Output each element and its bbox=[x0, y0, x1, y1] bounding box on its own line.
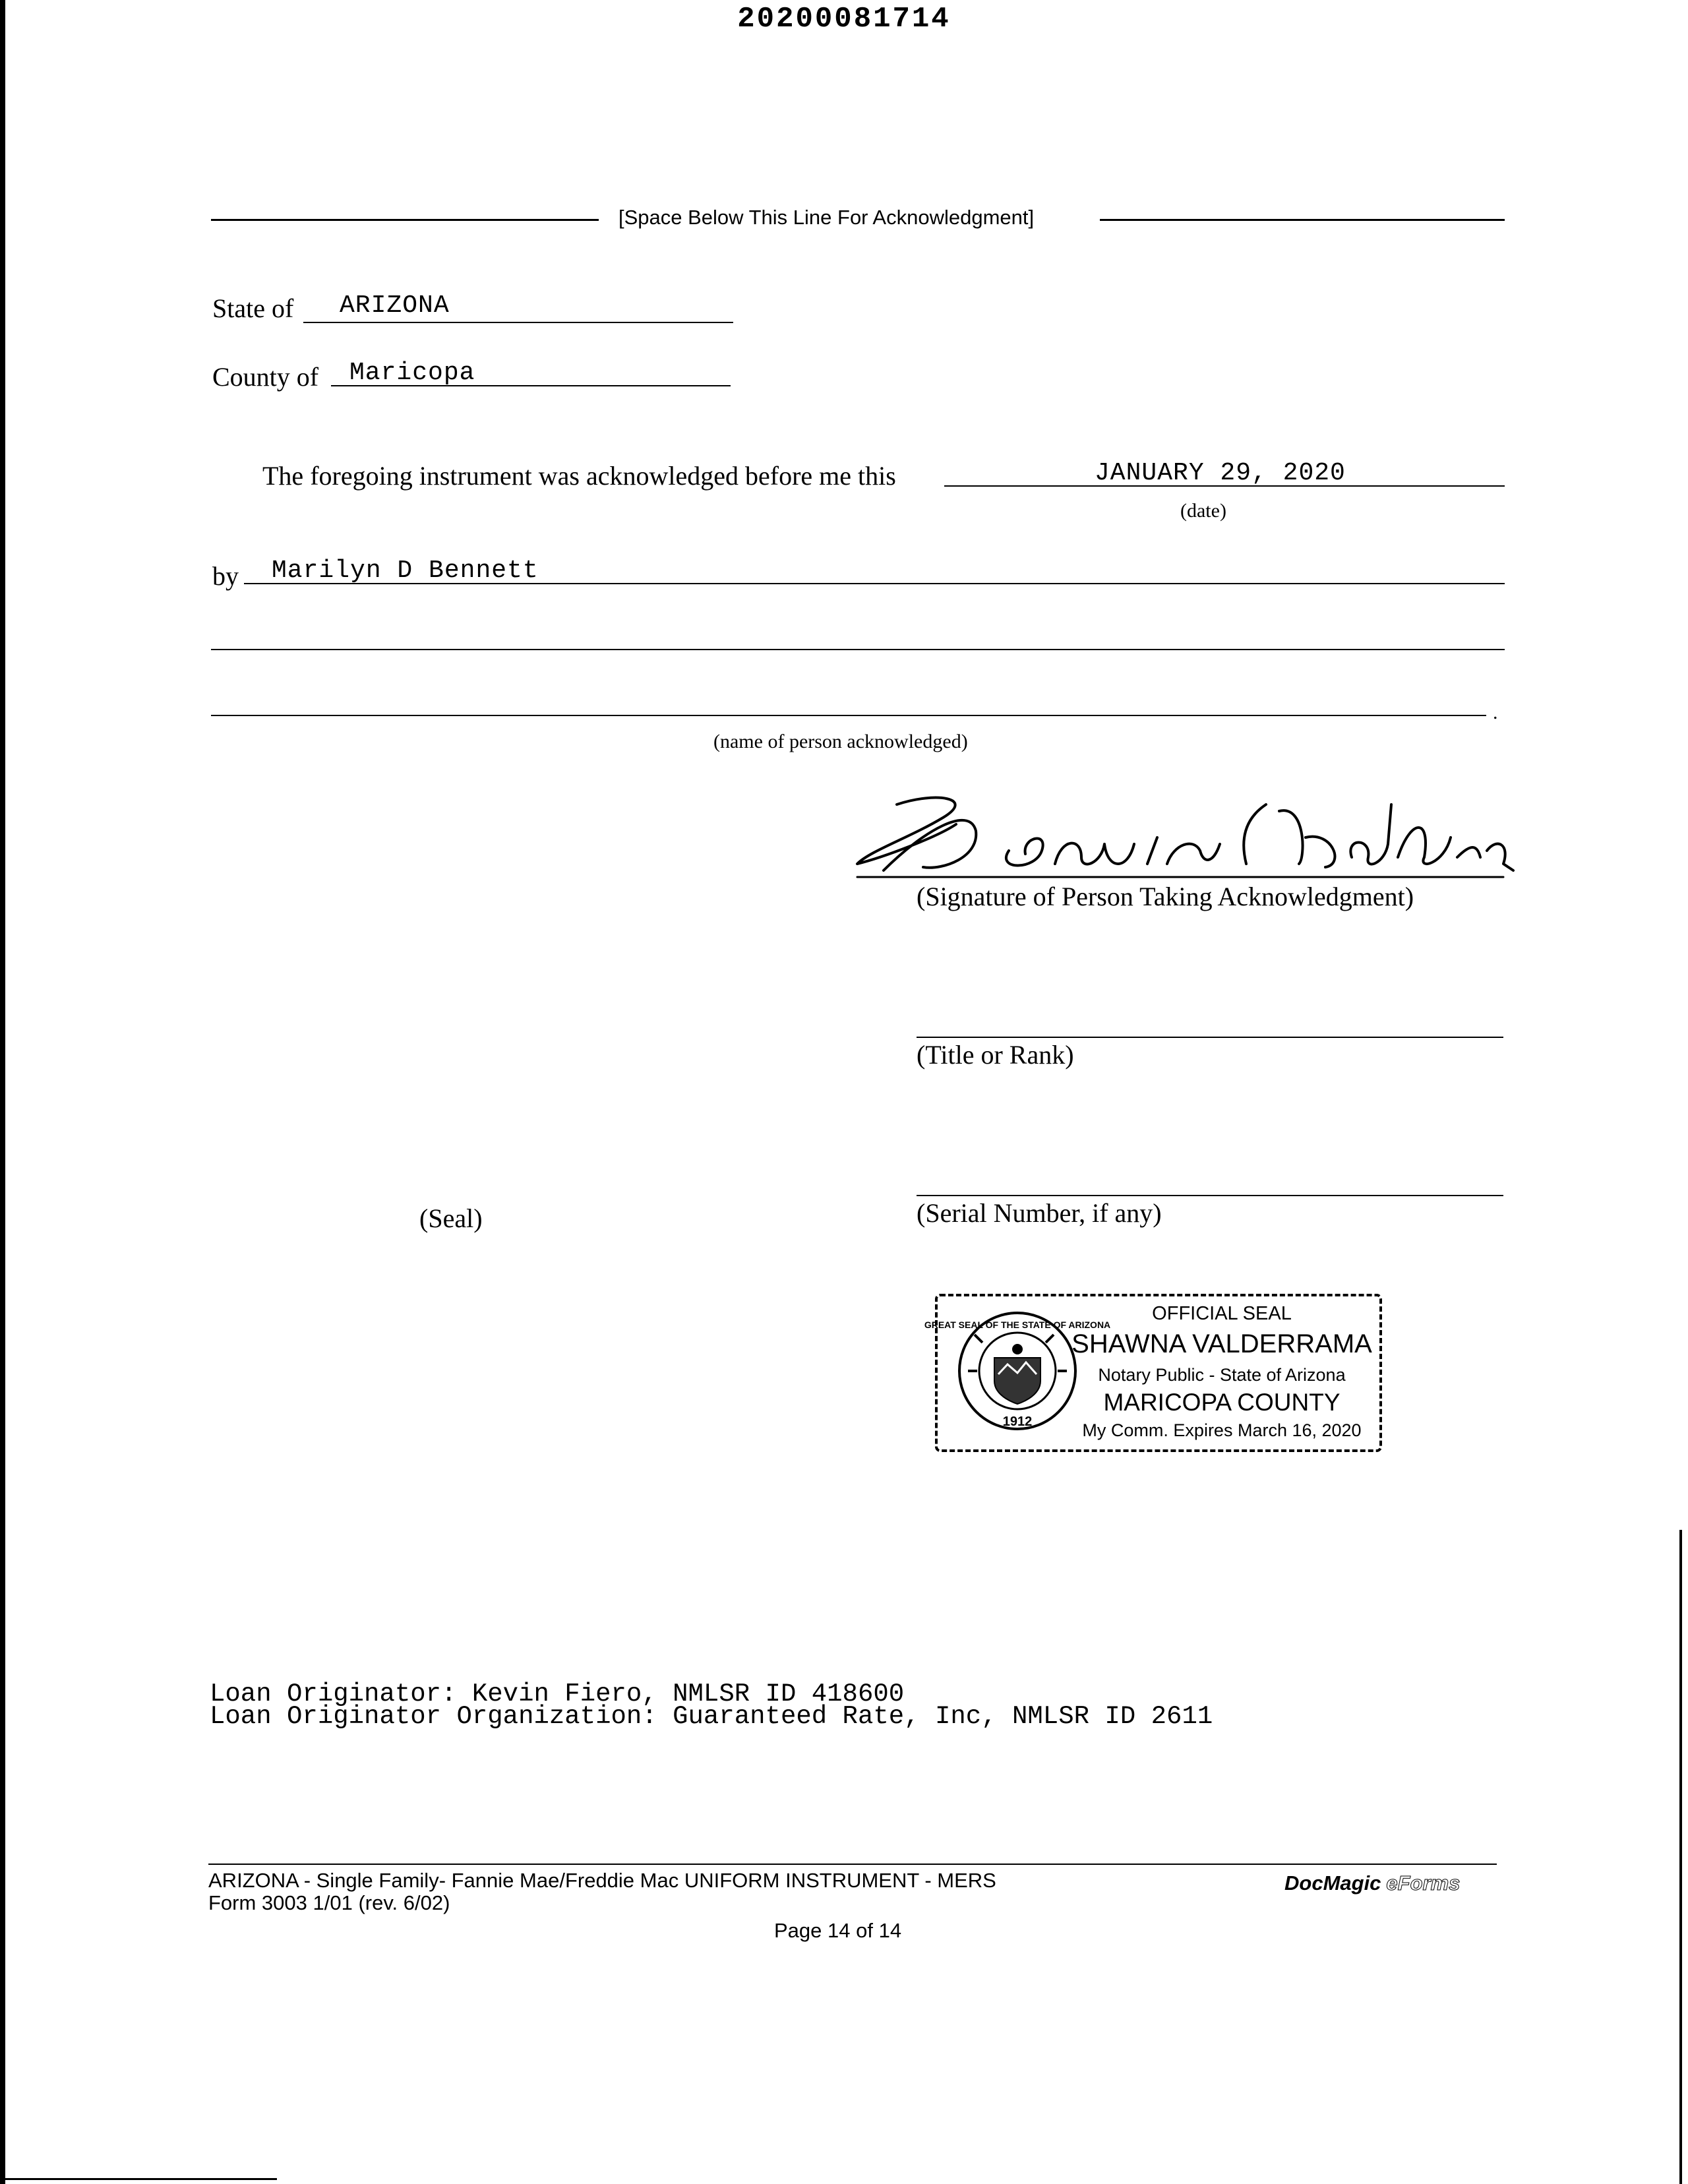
notary-signature bbox=[844, 778, 1519, 897]
footer-rule bbox=[208, 1864, 1497, 1865]
name-line-2 bbox=[211, 649, 1505, 650]
date-caption: (date) bbox=[1180, 500, 1226, 522]
divider-label: [Space Below This Line For Acknowledgment] bbox=[618, 206, 1035, 229]
loan-originator: Loan Originator: Kevin Fiero, NMLSR ID 418600 bbox=[210, 1680, 905, 1709]
state-value: ARIZONA bbox=[340, 291, 450, 320]
by-label: by bbox=[212, 561, 239, 591]
loan-originator-organization: Loan Originator Organization: Guaranteed Rate, Inc, NMLSR ID 2611 bbox=[210, 1702, 1213, 1731]
county-underline bbox=[331, 385, 731, 386]
scan-edge-right bbox=[1679, 1530, 1682, 2184]
acknowledged-person-name: Marilyn D Bennett bbox=[272, 557, 539, 585]
footer-page-number: Page 14 of 14 bbox=[774, 1919, 902, 1942]
serial-caption: (Serial Number, if any) bbox=[917, 1198, 1162, 1228]
notary-stamp bbox=[924, 1294, 1381, 1452]
footer-brand-logo bbox=[1284, 1871, 1460, 1895]
name-line-period: . bbox=[1493, 702, 1498, 723]
county-value: Maricopa bbox=[349, 359, 475, 387]
seal-notary-title: Notary Public - State of Arizona bbox=[1098, 1365, 1346, 1385]
by-underline bbox=[244, 583, 1505, 584]
seal-notary-name: SHAWNA VALDERRAMA bbox=[1071, 1329, 1372, 1358]
state-underline bbox=[303, 322, 733, 323]
divider-rule-left bbox=[211, 219, 599, 221]
footer-brand-eforms: eForms bbox=[1386, 1871, 1461, 1895]
title-caption: (Title or Rank) bbox=[917, 1040, 1074, 1070]
serial-underline bbox=[917, 1195, 1503, 1196]
date-value: JANUARY 29, 2020 bbox=[1095, 459, 1346, 487]
state-label: State of bbox=[212, 293, 294, 323]
svg-text:1912: 1912 bbox=[1002, 1414, 1033, 1429]
seal-county: MARICOPA COUNTY bbox=[1103, 1389, 1341, 1416]
county-label: County of bbox=[212, 362, 319, 392]
arizona-state-seal-emblem bbox=[924, 1308, 1111, 1434]
footer-form-title: ARIZONA - Single Family- Fannie Mae/Freddie Mac UNIFORM INSTRUMENT - MERS bbox=[208, 1869, 996, 1892]
seal-commission-expiry: My Comm. Expires March 16, 2020 bbox=[1082, 1420, 1362, 1440]
recording-number: 20200081714 bbox=[737, 3, 951, 36]
seal-official-label: OFFICIAL SEAL bbox=[1152, 1303, 1292, 1324]
acknowledgment-text: The foregoing instrument was acknowledged before me this bbox=[262, 461, 896, 491]
divider-rule-right bbox=[1100, 219, 1505, 221]
name-line-3 bbox=[211, 715, 1486, 716]
footer-form-number: Form 3003 1/01 (rev. 6/02) bbox=[208, 1891, 450, 1914]
name-caption: (name of person acknowledged) bbox=[713, 731, 968, 752]
svg-text:GREAT SEAL OF THE STATE OF ARI: GREAT SEAL OF THE STATE OF ARIZONA bbox=[924, 1320, 1111, 1330]
scan-edge-bottom bbox=[0, 2178, 277, 2180]
signature-caption: (Signature of Person Taking Acknowledgment) bbox=[917, 882, 1414, 911]
title-underline bbox=[917, 1037, 1503, 1038]
seal-label: (Seal) bbox=[419, 1203, 483, 1233]
date-underline bbox=[944, 485, 1505, 487]
footer-brand-docmagic: DocMagic bbox=[1284, 1871, 1381, 1895]
scan-edge bbox=[0, 0, 5, 2184]
